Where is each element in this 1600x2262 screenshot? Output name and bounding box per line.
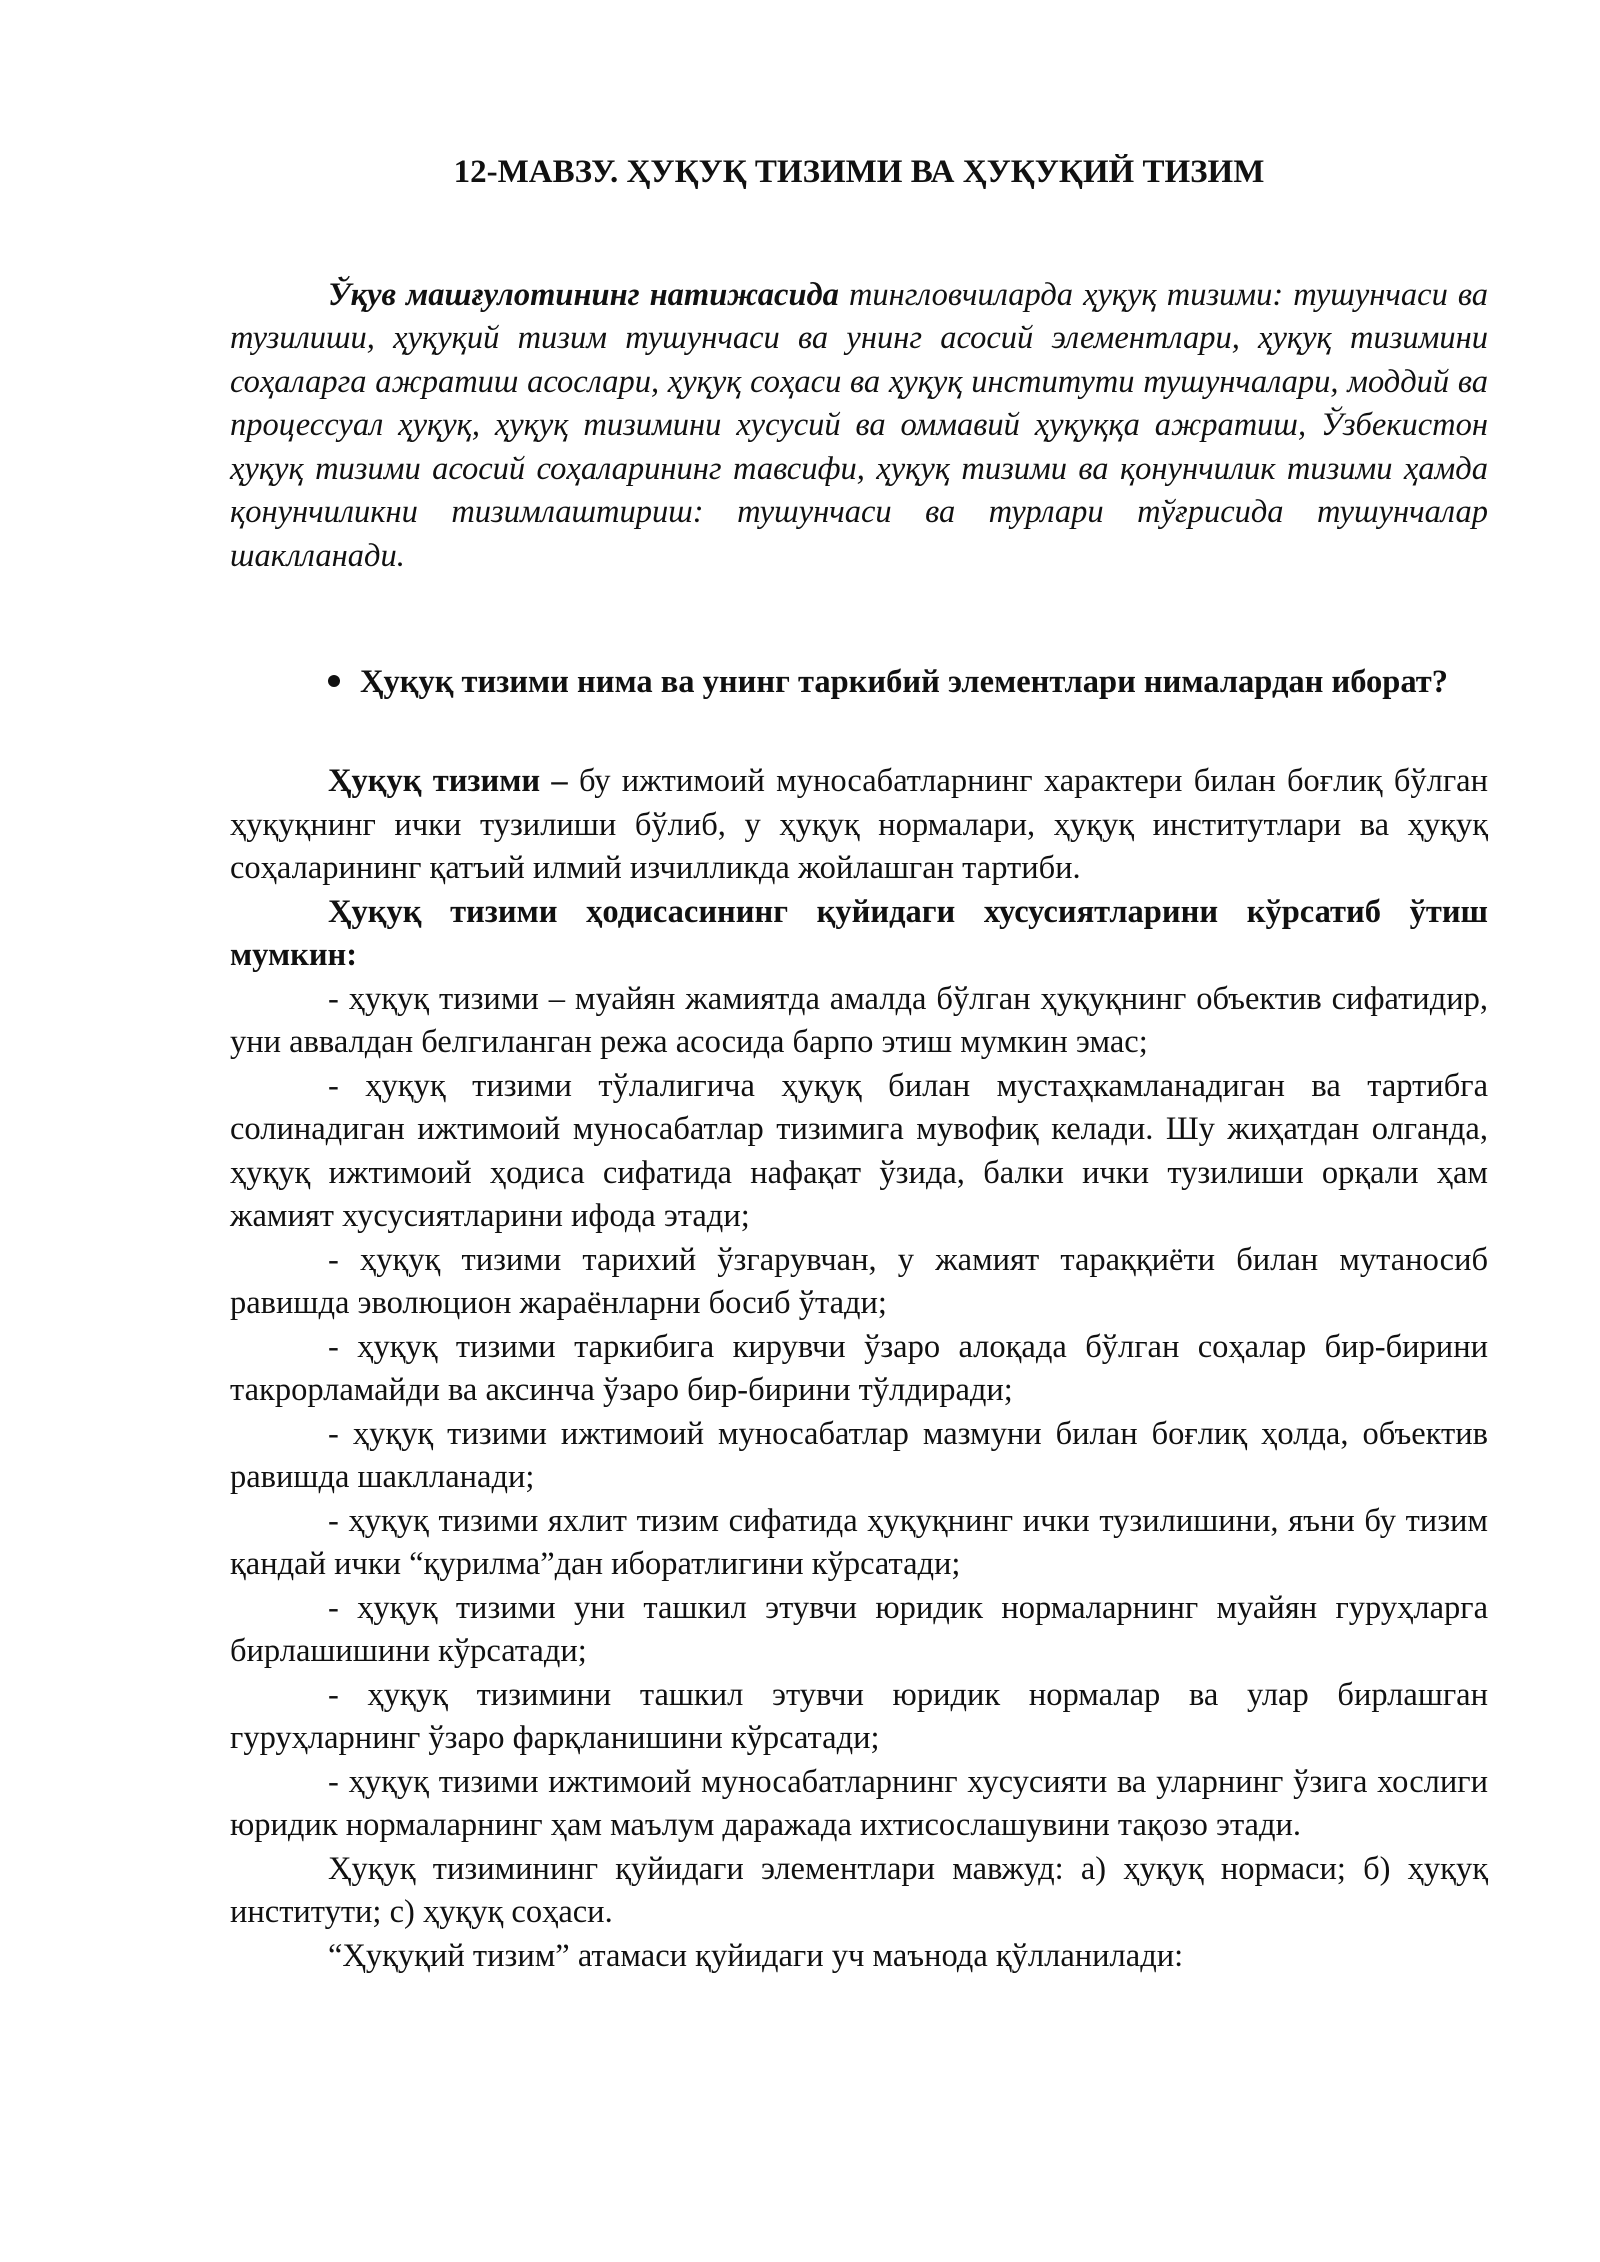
elements-paragraph: Ҳуқуқ тизимининг қуйидаги элементлари мавжуд: а) ҳуқуқ нормаси; б) ҳуқуқ институти; с) ҳуқуқ соҳаси.	[230, 1850, 1488, 1930]
features-heading: Ҳуқуқ тизими ҳодисасининг қуйидаги хусусиятларини кўрсатиб ўтиш мумкин:	[230, 893, 1488, 973]
feature-item: - ҳуқуқ тизими уни ташкил этувчи юридик нормаларнинг муайян гуруҳларга бирлашишини кўрсатади;	[230, 1589, 1488, 1669]
intro-lead: Ўқув машғулотининг натижасида	[328, 276, 839, 313]
intro-text: тингловчиларда ҳуқуқ тизими: тушунчаси ва тузилиши, ҳуқуқий тизим тушунчаси ва унинг асосий элементлари, ҳуқуқ тизимини соҳаларга ажратиш асослари, ҳуқуқ соҳаси ва ҳуқуқ институти тушунчалари, моддий ва процессуал ҳуқуқ, ҳуқуқ тизимини хусусий ва оммавий ҳуқуққа ажратиш, Ўзбекистон ҳуқуқ тизими асосий соҳаларининг тавсифи, ҳуқуқ тизими ва қонунчилик тизими ҳамда қонунчиликни тизимлаштириш: тушунчаси ва турлари тўғрисида тушунчалар шаклланади.	[230, 276, 1488, 574]
feature-item: - ҳуқуқ тизими яхлит тизим сифатида ҳуқуқнинг ички тузилишини, яъни бу тизим қандай ички “қурилма”дан иборатлигини кўрсатади;	[230, 1502, 1488, 1582]
feature-item: - ҳуқуқ тизими тарихий ўзгарувчан, у жамият тараққиёти билан мутаносиб равишда эволюцион жараёнларни босиб ўтади;	[230, 1241, 1488, 1321]
definition-paragraph	[230, 760, 1488, 891]
feature-item: - ҳуқуқ тизими – муайян жамиятда амалда бўлган ҳуқуқнинг объектив сифатидир, уни аввалдан белгиланган режа асосида барпо этиш мумкин эмас;	[230, 980, 1488, 1060]
feature-item: - ҳуқуқ тизими ижтимоий муносабатлар мазмуни билан боғлиқ ҳолда, объектив равишда шаклланади;	[230, 1415, 1488, 1495]
intro-paragraph	[230, 274, 1488, 579]
definition-text: бу ижтимоий муносабатларнинг характери билан боғлиқ бўлган ҳуқуқнинг ички тузилиши бўлиб, у ҳуқуқ нормалари, ҳуқуқ институтлари ва ҳуқуқ соҳаларининг қатъий илмий изчилликда жойлашган тартиби.	[230, 763, 1488, 886]
feature-item: - ҳуқуқ тизими таркибига кирувчи ўзаро алоқада бўлган соҳалар бир-бирини такрорламайди ва аксинча ўзаро бир-бирини тўлдиради;	[230, 1328, 1488, 1408]
feature-item: - ҳуқуқ тизими тўлалигича ҳуқуқ билан мустаҳкамланадиган ва тартибга солинадиган ижтимоий муносабатлар тизимига мувофиқ келади. Шу жиҳатдан олганда, ҳуқуқ ижтимоий ҳодиса сифатида нафақат ўзида, балки ички тузилиши орқали ҳам жамият хусусиятларини ифода этади;	[230, 1067, 1488, 1234]
definition-term: Ҳуқуқ тизими –	[328, 763, 568, 799]
question-text: Ҳуқуқ тизими нима ва унинг таркибий элементлари нималардан иборат?	[360, 663, 1448, 700]
feature-item: - ҳуқуқ тизимини ташкил этувчи юридик нормалар ва улар бирлашган гуруҳларнинг ўзаро фарқланишини кўрсатади;	[230, 1676, 1488, 1756]
term-usage-paragraph: “Ҳуқуқий тизим” атамаси қуйидаги уч маънода қўлланилади:	[328, 1937, 1184, 1974]
question-heading	[230, 661, 1488, 705]
bullet-icon	[328, 675, 340, 687]
page-title: 12-МАВЗУ. ҲУҚУҚ ТИЗИМИ ВА ҲУҚУҚИЙ ТИЗИМ	[453, 154, 1265, 190]
body-text	[230, 760, 1488, 1978]
feature-item: - ҳуқуқ тизими ижтимоий муносабатларнинг хусусияти ва уларнинг ўзига хослиги юридик нормаларнинг ҳам маълум даражада ихтисослашувини тақозо этади.	[230, 1763, 1488, 1843]
